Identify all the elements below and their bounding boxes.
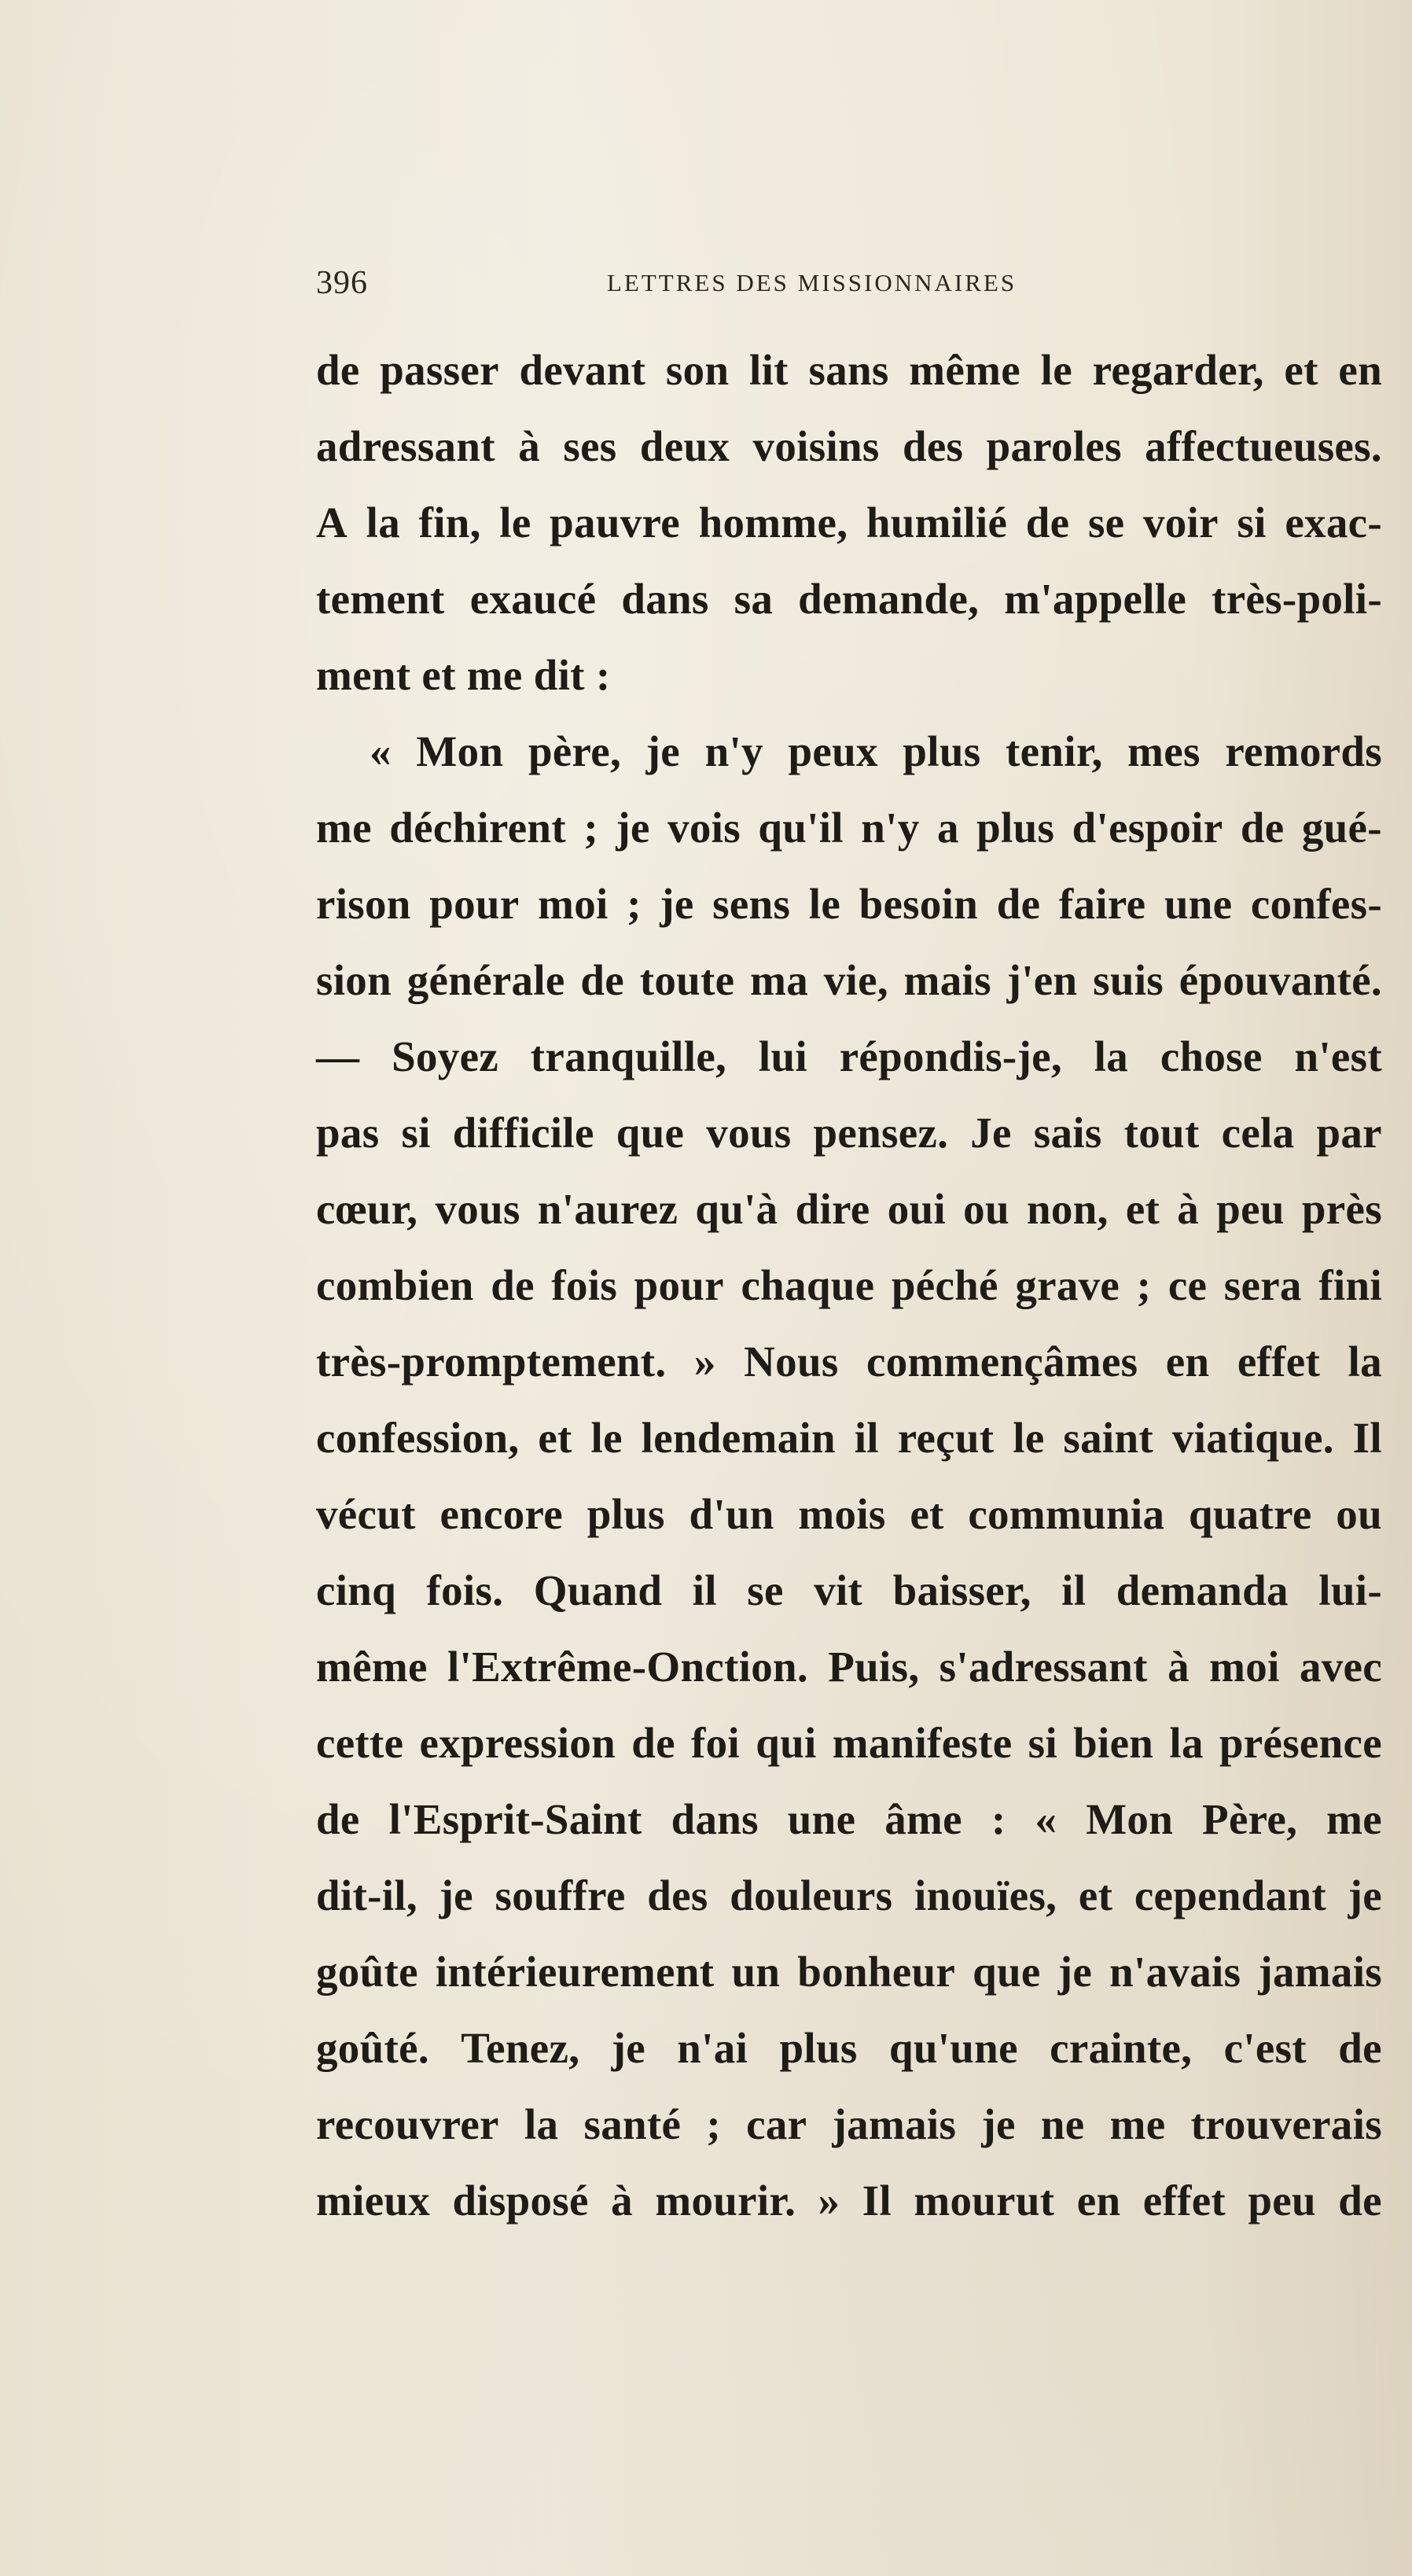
text-line: de l'Esprit-Saint dans une âme : « Mon Père, me <box>316 1795 1382 1843</box>
text-line: A la fin, le pauvre homme, humilié de se voir si exac- <box>316 499 1382 546</box>
running-head: LETTRES DES MISSIONNAIRES <box>607 269 1017 296</box>
body-text <box>316 332 1382 2239</box>
text-line: très-promptement. » Nous commençâmes en effet la <box>316 1338 1382 1386</box>
text-line: « Mon père, je n'y peux plus tenir, mes remords <box>370 727 1382 775</box>
text-line: combien de fois pour chaque péché grave ; ce sera fini <box>316 1261 1382 1309</box>
text-line: cinq fois. Quand il se vit baisser, il demanda lui- <box>316 1566 1382 1614</box>
text-line: dit-il, je souffre des douleurs inouïes, et cependant je <box>316 1871 1382 1919</box>
text-line: vécut encore plus d'un mois et communia quatre ou <box>316 1490 1382 1538</box>
text-line: adressant à ses deux voisins des paroles affectueuses. <box>316 422 1382 470</box>
text-line: rison pour moi ; je sens le besoin de faire une confes- <box>316 880 1382 928</box>
text-line: goûté. Tenez, je n'ai plus qu'une crainte, c'est de <box>316 2024 1382 2072</box>
text-line: tement exaucé dans sa demande, m'appelle très-poli- <box>316 575 1382 623</box>
text-line: ment et me dit : <box>316 651 611 699</box>
text-line: cette expression de foi qui manifeste si bien la présence <box>316 1719 1382 1767</box>
text-line: cœur, vous n'aurez qu'à dire oui ou non, et à peu près <box>316 1185 1382 1233</box>
page-number: 396 <box>316 265 368 301</box>
page-header <box>316 259 1118 307</box>
text-line: sion générale de toute ma vie, mais j'en suis épouvanté. <box>316 956 1382 1004</box>
text-line: me déchirent ; je vois qu'il n'y a plus d'espoir de gué- <box>316 804 1382 852</box>
text-line: même l'Extrême-Onction. Puis, s'adressant à moi avec <box>316 1643 1382 1691</box>
text-line: recouvrer la santé ; car jamais je ne me trouverais <box>316 2100 1382 2148</box>
text-line: mieux disposé à mourir. » Il mourut en effet peu de <box>316 2177 1382 2225</box>
text-line: de passer devant son lit sans même le regarder, et en <box>316 346 1382 394</box>
text-line: pas si difficile que vous pensez. Je sais tout cela par <box>316 1109 1382 1157</box>
text-line: — Soyez tranquille, lui répondis-je, la chose n'est <box>316 1032 1382 1080</box>
text-line: goûte intérieurement un bonheur que je n'avais jamais <box>316 1948 1382 1996</box>
text-line: confession, et le lendemain il reçut le saint viatique. Il <box>316 1414 1382 1462</box>
